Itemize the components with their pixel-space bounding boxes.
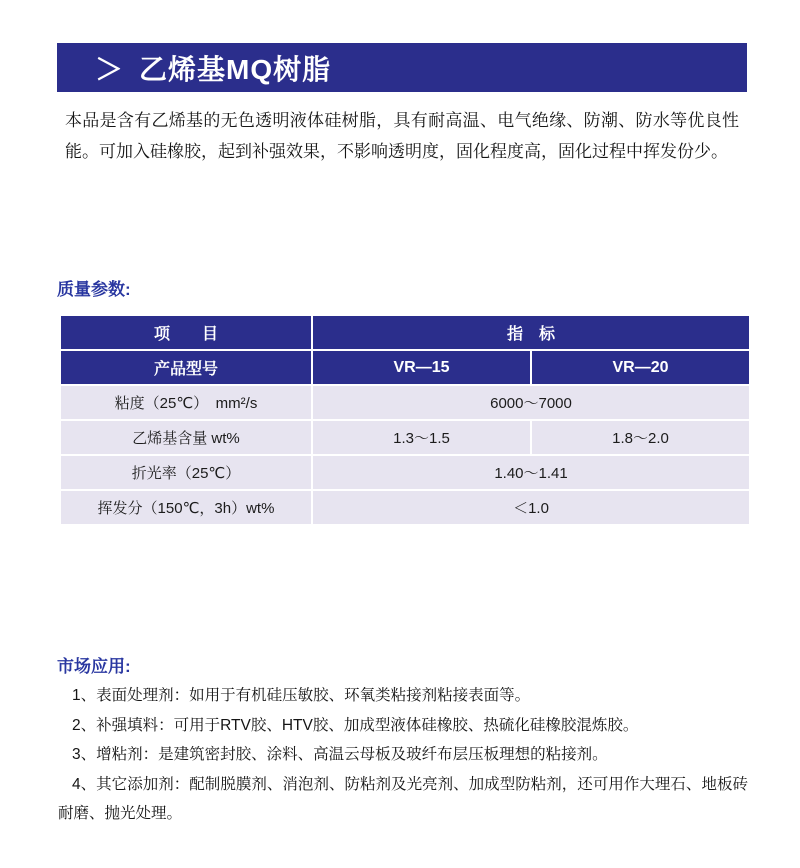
header-cell-spec: 指 标 bbox=[313, 316, 749, 349]
market-applications-label: 市场应用: bbox=[57, 657, 131, 676]
viscosity-value: 6000～7000 bbox=[313, 386, 749, 419]
list-item: 4、其它添加剂：配制脱膜剂、消泡剂、防粘剂及光亮剂、加成型防粘剂，还可用作大理石、地板砖耐磨、抛光处理。 bbox=[58, 775, 748, 822]
chevron-right-icon: ＞ bbox=[95, 52, 124, 86]
volatile-value: ＜1.0 bbox=[313, 491, 749, 524]
vinyl-label: 乙烯基含量 wt% bbox=[61, 421, 311, 454]
title-banner bbox=[57, 43, 747, 92]
table-row-volatile bbox=[61, 491, 749, 524]
table-row-refraction bbox=[61, 456, 749, 489]
model-vr20: VR—20 bbox=[532, 351, 749, 384]
header-cell-item: 项 目 bbox=[61, 316, 311, 349]
vinyl-vr15-value: 1.3～1.5 bbox=[313, 421, 530, 454]
vinyl-vr20-value: 1.8～2.0 bbox=[532, 421, 749, 454]
page-title: 乙烯基MQ树脂 bbox=[139, 53, 332, 85]
table-row-header bbox=[61, 316, 749, 349]
model-vr15: VR—15 bbox=[313, 351, 530, 384]
applications-list bbox=[58, 681, 748, 829]
table-row-viscosity bbox=[61, 386, 749, 419]
table-row-models bbox=[61, 351, 749, 384]
quality-params-table bbox=[59, 314, 751, 526]
refraction-label: 折光率（25℃） bbox=[61, 456, 311, 489]
product-description: 本品是含有乙烯基的无色透明液体硅树脂，具有耐高温、电气绝缘、防潮、防水等优良性能。可加入硅橡胶，起到补强效果，不影响透明度，固化程度高，固化过程中挥发份少。 bbox=[65, 111, 739, 161]
list-item: 1、表面处理剂：如用于有机硅压敏胶、环氧类粘接剂粘接表面等。 bbox=[72, 687, 531, 704]
list-item: 3、增粘剂：是建筑密封胶、涂料、高温云母板及玻纤布层压板理想的粘接剂。 bbox=[72, 746, 608, 763]
model-row-label: 产品型号 bbox=[61, 351, 311, 384]
list-item: 2、补强填料：可用于RTV胶、HTV胶、加成型液体硅橡胶、热硫化硅橡胶混炼胶。 bbox=[72, 716, 639, 734]
viscosity-label: 粘度（25℃） mm²/s bbox=[61, 386, 311, 419]
refraction-value: 1.40～1.41 bbox=[313, 456, 749, 489]
quality-params-label: 质量参数: bbox=[57, 280, 131, 299]
volatile-label: 挥发分（150℃，3h）wt% bbox=[61, 491, 311, 524]
table-row-vinyl-content bbox=[61, 421, 749, 454]
